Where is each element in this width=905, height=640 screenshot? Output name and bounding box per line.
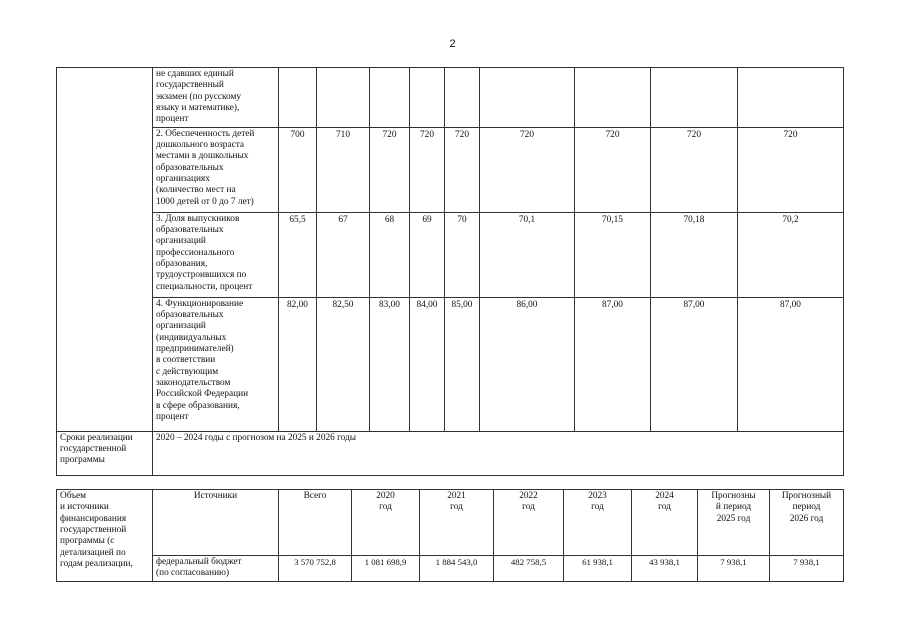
indicators-table — [56, 67, 844, 476]
value-cell: 7 938,1 — [770, 556, 844, 582]
financing-row — [57, 556, 844, 582]
value-cell: 70,18 — [651, 212, 738, 297]
value-cell: 87,00 — [738, 297, 844, 431]
indicator-row — [57, 127, 844, 212]
value-cell: 1 884 543,0 — [420, 556, 494, 582]
value-cell: 87,00 — [575, 297, 651, 431]
terms-label: Сроки реализации государственной программы — [57, 431, 153, 475]
value-cell — [279, 68, 317, 128]
value-cell: 65,5 — [279, 212, 317, 297]
header-cell: 2024 год — [632, 490, 698, 556]
header-cell: 2020 год — [352, 490, 420, 556]
terms-row — [57, 431, 844, 475]
value-cell: 1 081 698,9 — [352, 556, 420, 582]
header-cell: 2022 год — [494, 490, 564, 556]
value-cell — [317, 68, 370, 128]
financing-header-row — [57, 490, 844, 556]
value-cell — [445, 68, 480, 128]
value-cell: 720 — [575, 127, 651, 212]
header-cell: Источники — [153, 490, 279, 556]
value-cell: 68 — [370, 212, 410, 297]
blank-left-cell — [57, 68, 153, 432]
value-cell — [370, 68, 410, 128]
indicator-label: 2. Обеспеченность детей дошкольного возраста местами в дошкольных образовательных организациях (количество мест на 1000 детей от 0 до 7 лет) — [153, 127, 279, 212]
value-cell: 710 — [317, 127, 370, 212]
value-cell: 86,00 — [480, 297, 575, 431]
indicator-row — [57, 212, 844, 297]
value-cell: 83,00 — [370, 297, 410, 431]
value-cell: 61 938,1 — [564, 556, 632, 582]
value-cell: 67 — [317, 212, 370, 297]
terms-text: 2020 – 2024 годы с прогнозом на 2025 и 2026 годы — [153, 431, 844, 475]
value-cell: 43 938,1 — [632, 556, 698, 582]
value-cell: 87,00 — [651, 297, 738, 431]
value-cell: 720 — [410, 127, 445, 212]
indicator-row — [57, 68, 844, 128]
header-cell: 2021 год — [420, 490, 494, 556]
value-cell: 82,00 — [279, 297, 317, 431]
value-cell: 85,00 — [445, 297, 480, 431]
value-cell — [410, 68, 445, 128]
header-cell: Прогнозный период 2026 год — [770, 490, 844, 556]
value-cell: 720 — [445, 127, 480, 212]
value-cell: 70,15 — [575, 212, 651, 297]
value-cell: 720 — [738, 127, 844, 212]
financing-table — [56, 489, 844, 582]
indicator-label: не сдавших единый государственный экзамен (по русскому языку и математике), процент — [153, 68, 279, 128]
indicator-label: 4. Функционирование образовательных организаций (индивидуальных предпринимателей) в соответствии с действующим законодательством Российской Федерации в сфере образования, процент — [153, 297, 279, 431]
value-cell: 70,1 — [480, 212, 575, 297]
value-cell — [575, 68, 651, 128]
value-cell — [738, 68, 844, 128]
value-cell: 720 — [370, 127, 410, 212]
header-cell: Прогнозны й период 2025 год — [698, 490, 770, 556]
value-cell: 70 — [445, 212, 480, 297]
value-cell: 482 758,5 — [494, 556, 564, 582]
header-cell: Всего — [279, 490, 352, 556]
value-cell — [651, 68, 738, 128]
value-cell: 7 938,1 — [698, 556, 770, 582]
value-cell: 700 — [279, 127, 317, 212]
value-cell: 82,50 — [317, 297, 370, 431]
value-cell: 3 570 752,8 — [279, 556, 352, 582]
value-cell: 69 — [410, 212, 445, 297]
header-cell: 2023 год — [564, 490, 632, 556]
page-number: 2 — [449, 38, 456, 50]
value-cell: 70,2 — [738, 212, 844, 297]
value-cell: 720 — [651, 127, 738, 212]
value-cell: 720 — [480, 127, 575, 212]
indicator-row — [57, 297, 844, 431]
source-label: федеральный бюджет (по согласованию) — [153, 556, 279, 582]
value-cell: 84,00 — [410, 297, 445, 431]
indicator-label: 3. Доля выпускников образовательных организаций профессионального образования, трудоустроившихся по специальности, процент — [153, 212, 279, 297]
financing-label: Объем и источники финансирования государственной программы (с детализацией по годам реализации, — [57, 490, 153, 582]
value-cell — [480, 68, 575, 128]
